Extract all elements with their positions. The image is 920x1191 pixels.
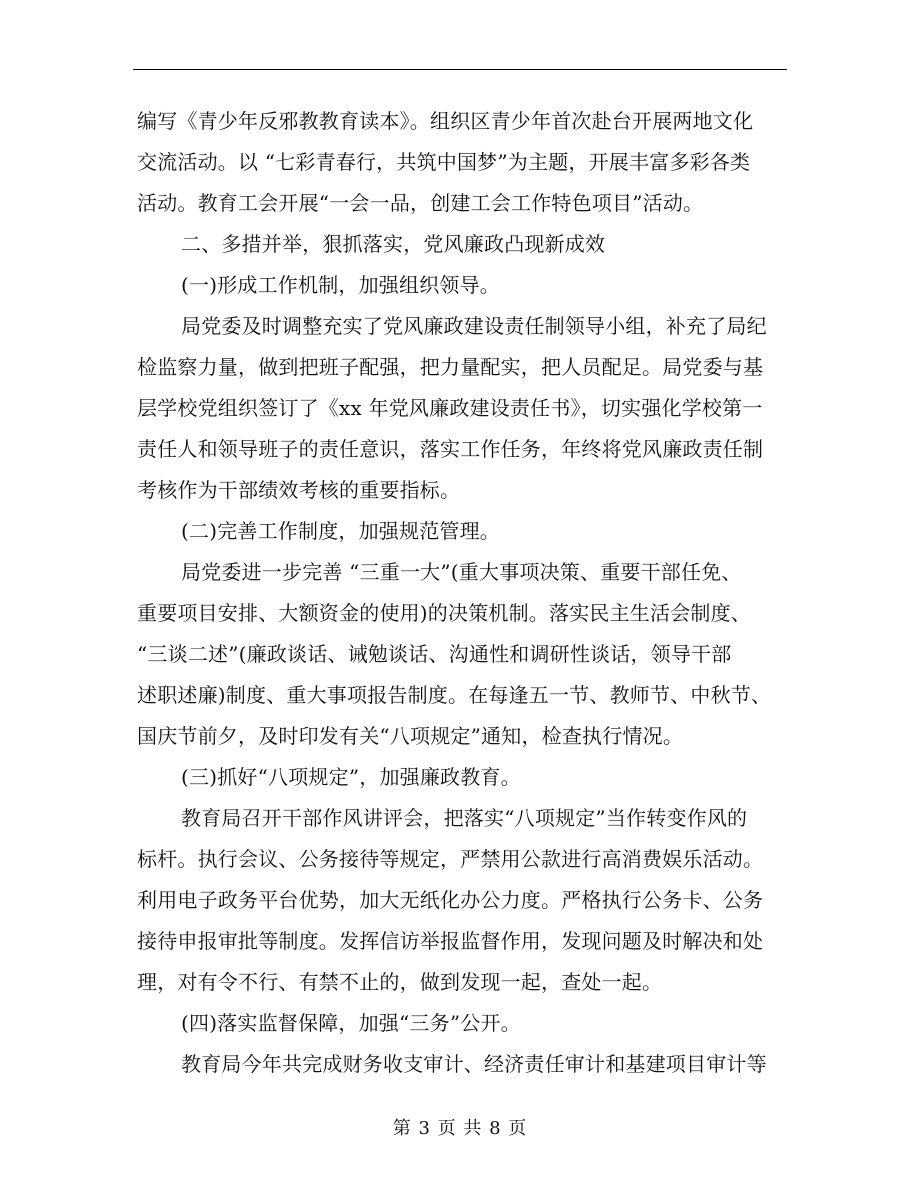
text-line: 标杆。执行会议、公务接待等规定，严禁用公款进行高消费娱乐活动。	[137, 847, 764, 871]
text-line: 编写《青少年反邪教教育读本》。组织区青少年首次赴台开展两地文化	[137, 109, 754, 133]
text-line: 活动。教育工会开展“一会一品，创建工会工作特色项目”活动。	[137, 191, 704, 215]
text-line: “三谈二述”(廉政谈话、诫勉谈话、沟通性和调研性谈话，领导干部	[137, 642, 732, 666]
text-line: 责任人和领导班子的责任意识，落实工作任务，年终将党风廉政责任制	[137, 437, 764, 461]
page-number: 第 3 页 共 8 页	[392, 1118, 528, 1139]
text-line: (二)完善工作制度，加强规范管理。	[181, 519, 501, 543]
text-line: (三)抓好“八项规定”，加强廉政教育。	[181, 765, 521, 789]
text-line: 考核作为干部绩效考核的重要指标。	[137, 478, 461, 502]
document-body	[137, 101, 787, 1085]
text-line: (四)落实监督保障，加强“三务”公开。	[181, 1011, 521, 1035]
text-line: 交流活动。以 “七彩青春行，共筑中国梦”为主题，开展丰富多彩各类	[137, 150, 751, 174]
text-line: 检监察力量，做到把班子配强，把力量配实，把人员配足。局党委与基	[137, 355, 764, 379]
text-line: 局党委进一步完善 “三重一大”(重大事项决策、重要干部任免、	[181, 560, 742, 584]
text-line: 接待申报审批等制度。发挥信访举报监督作用，发现问题及时解决和处	[137, 929, 764, 953]
text-line: 教育局召开干部作风讲评会，把落实“八项规定”当作转变作风的	[181, 806, 748, 830]
text-line: 重要项目安排、大额资金的使用)的决策机制。落实民主生活会制度、	[137, 601, 752, 625]
text-line: 局党委及时调整充实了党风廉政建设责任制领导小组，补充了局纪	[181, 314, 767, 338]
text-line: (一)形成工作机制，加强组织领导。	[181, 273, 501, 297]
text-line: 国庆节前夕，及时印发有关“八项规定”通知，检查执行情况。	[137, 724, 684, 748]
text-line: 二、多措并举，狠抓落实，党风廉政凸现新成效	[181, 232, 606, 256]
text-line: 教育局今年共完成财务收支审计、经济责任审计和基建项目审计等	[181, 1052, 767, 1076]
text-line: 利用电子政务平台优势，加大无纸化办公力度。严格执行公务卡、公务	[137, 888, 764, 912]
text-line: 述职述廉)制度、重大事项报告制度。在每逢五一节、教师节、中秋节、	[137, 683, 772, 707]
text-line: 层学校党组织签订了《xx 年党风廉政建设责任书》，切实强化学校第一	[137, 396, 763, 420]
text-line: 理，对有令不行、有禁不止的，做到发现一起，查处一起。	[137, 970, 663, 994]
header-rule	[133, 69, 787, 70]
